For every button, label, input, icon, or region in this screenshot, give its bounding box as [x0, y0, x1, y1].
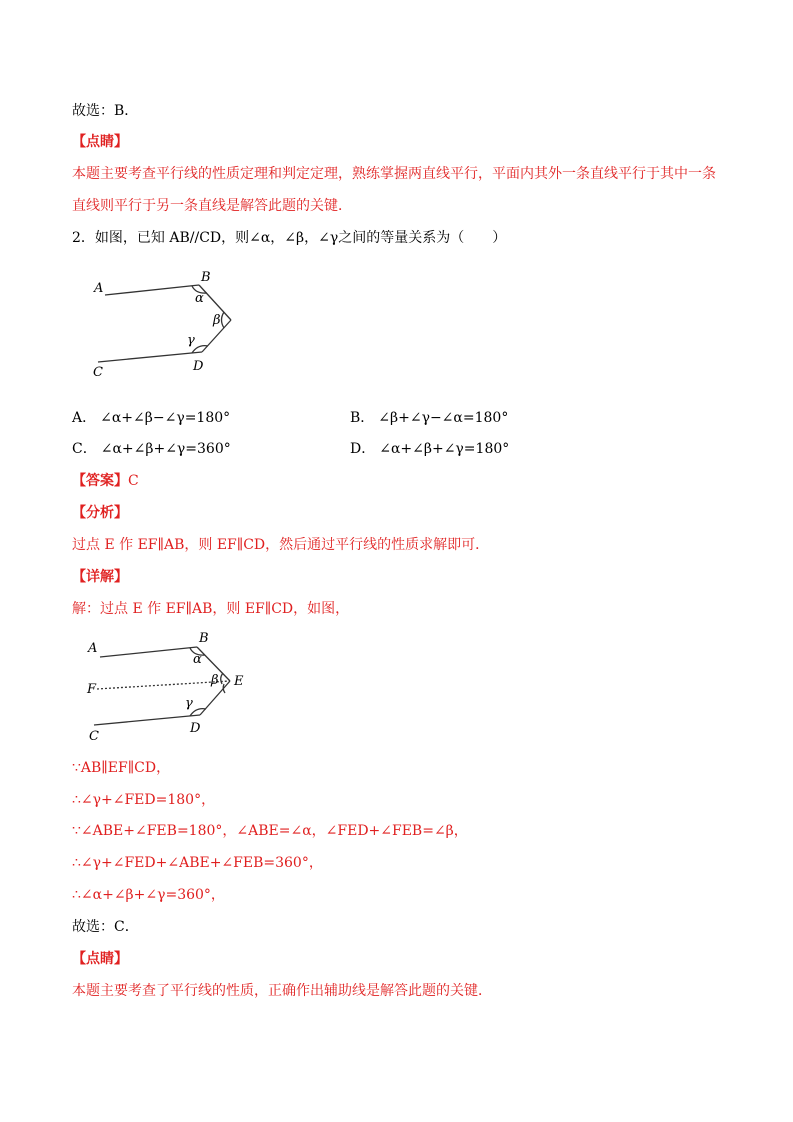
option-b-text: ∠β+∠γ−∠α=180°: [378, 410, 509, 426]
label-alpha: α: [195, 291, 204, 306]
option-a-text: ∠α+∠β−∠γ=180°: [100, 410, 231, 426]
answer-line: [72, 471, 139, 491]
segment-cd: [94, 715, 200, 725]
segment-cd: [98, 352, 202, 362]
option-d-key: D．: [350, 441, 376, 457]
label-a: A: [94, 281, 104, 296]
answer-value: C: [128, 473, 139, 489]
analysis-tag: 【分析】: [72, 505, 128, 521]
arc-beta: [222, 312, 225, 328]
label-b: B: [201, 270, 211, 285]
label-e: E: [234, 674, 244, 689]
label-b: B: [199, 631, 209, 646]
label-gamma: γ: [185, 696, 193, 711]
label-f: F: [87, 682, 97, 697]
step-1: ∵AB∥EF∥CD，: [72, 760, 171, 776]
option-d-text: ∠α+∠β+∠γ=180°: [379, 441, 510, 457]
segment-ab: [105, 285, 199, 295]
figure-1: [88, 264, 248, 382]
label-a: A: [88, 641, 98, 656]
option-c-text: ∠α+∠β+∠γ=360°: [100, 441, 231, 457]
prev-comment-line-2: 直线则平行于另一条直线是解答此题的关键．: [72, 198, 352, 214]
step-5: ∴∠α+∠β+∠γ=360°，: [72, 887, 225, 903]
option-c-key: C．: [72, 441, 97, 457]
label-beta: β: [211, 673, 219, 688]
comment-text: 本题主要考查了平行线的性质，正确作出辅助线是解答此题的关键．: [72, 983, 492, 999]
step-3: ∵∠ABE+∠FEB=180°，∠ABE=∠α，∠FED+∠FEB=∠β，: [72, 823, 468, 839]
step-2: ∴∠γ+∠FED=180°，: [72, 792, 216, 808]
arc-beta: [221, 673, 223, 684]
question-text: 2．如图，已知 AB//CD，则∠α，∠β，∠γ之间的等量关系为（ ）: [72, 230, 507, 246]
label-d: D: [190, 721, 201, 736]
label-d: D: [193, 359, 204, 374]
comment-tag: 【点睛】: [72, 951, 128, 967]
label-beta: β: [213, 313, 221, 328]
segment-ab: [100, 647, 197, 657]
step-4: ∴∠γ+∠FED+∠ABE+∠FEB=360°，: [72, 855, 323, 871]
figure-2: [82, 628, 262, 748]
label-c: C: [89, 729, 99, 744]
prev-comment-tag: 【点睛】: [72, 134, 128, 150]
option-a: [72, 408, 230, 428]
option-b: [350, 408, 508, 428]
prev-comment-line-1: 本题主要考查平行线的性质定理和判定定理，熟练掌握两直线平行，平面内其外一条直线平行于其中一条: [72, 166, 716, 182]
detail-tag: 【详解】: [72, 569, 128, 585]
option-a-key: A．: [72, 410, 97, 426]
option-d: [350, 439, 509, 459]
analysis-text: 过点 E 作 EF∥AB，则 EF∥CD，然后通过平行线的性质求解即可．: [72, 537, 490, 553]
option-b-key: B．: [350, 410, 375, 426]
option-c: [72, 439, 231, 459]
label-alpha: α: [193, 652, 202, 667]
prev-answer: 故选：B．: [72, 103, 139, 119]
final-answer: 故选：C．: [72, 919, 139, 935]
label-gamma: γ: [187, 333, 195, 348]
answer-tag: 【答案】: [72, 473, 128, 489]
detail-text: 解：过点 E 作 EF∥AB，则 EF∥CD，如图，: [72, 601, 350, 617]
label-c: C: [93, 365, 103, 380]
